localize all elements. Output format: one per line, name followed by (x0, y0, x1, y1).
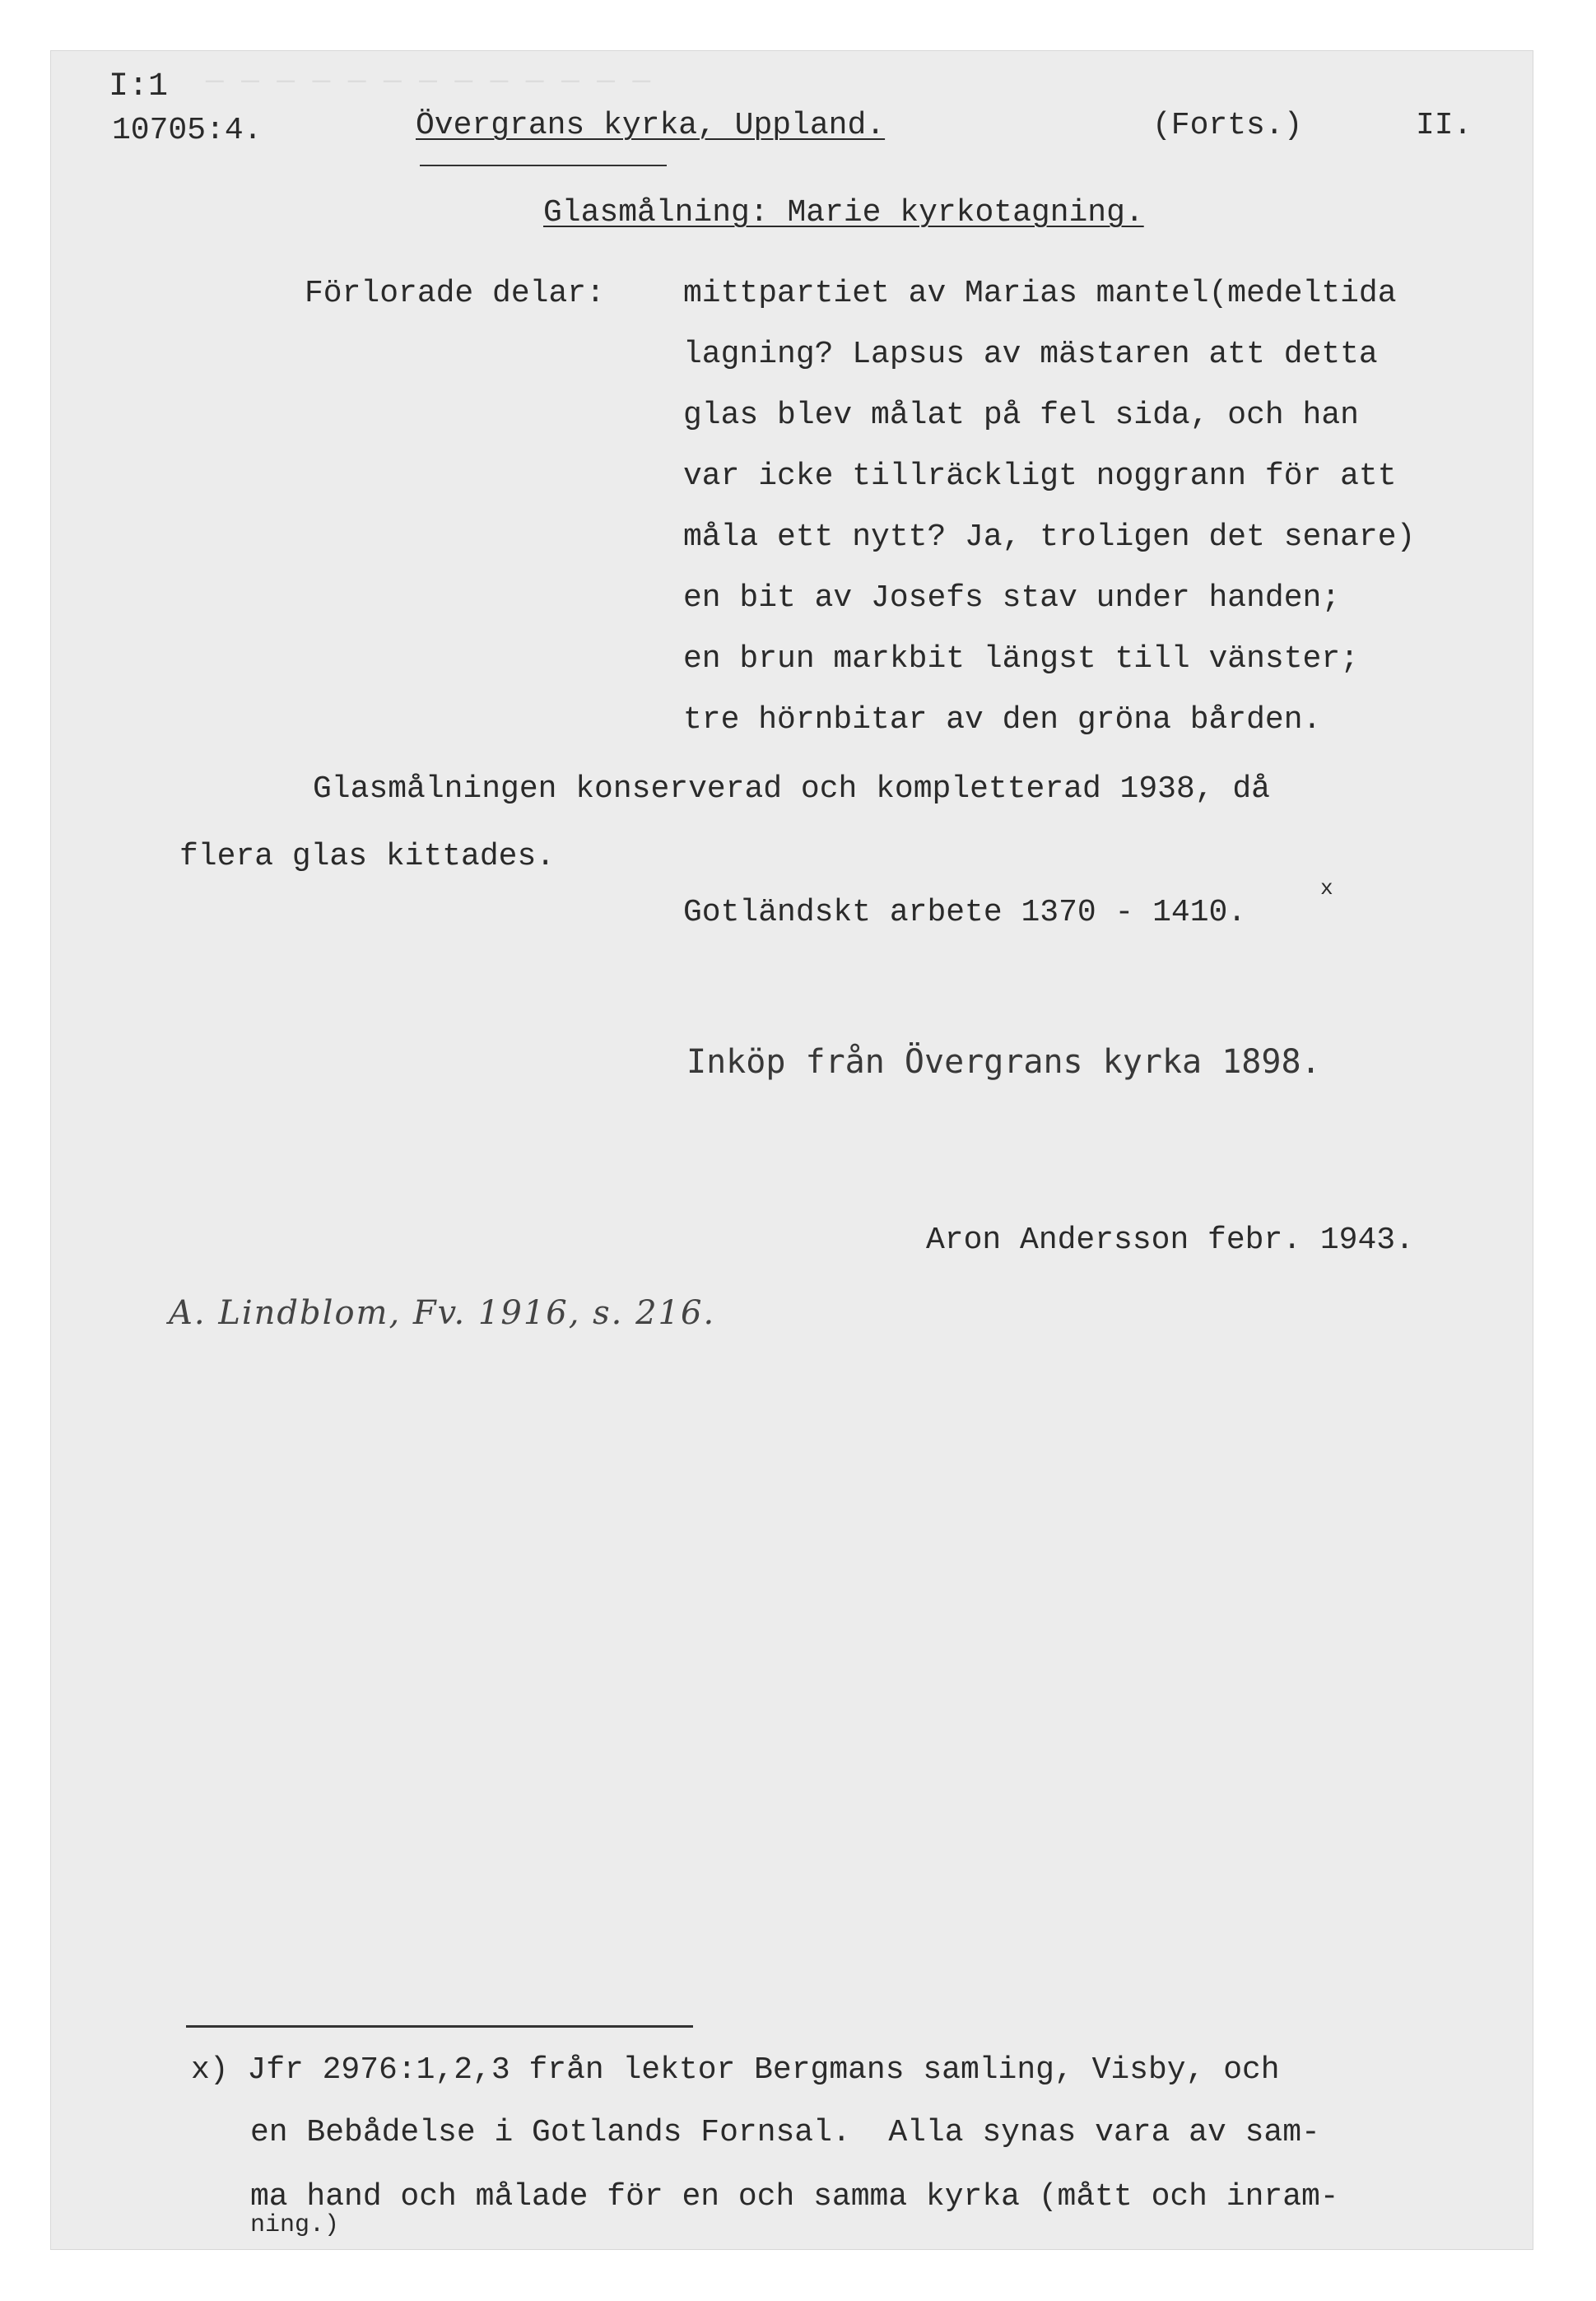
lost-parts-line: en brun markbit längst till vänster; (683, 641, 1359, 677)
footnote-marker: x (1320, 876, 1333, 901)
lost-parts-line: var icke tillräckligt noggrann för att (683, 459, 1397, 494)
bleed-through-text: — — — — — — — — — — — — — (206, 64, 651, 98)
footnote-line: ning.) (250, 2211, 340, 2239)
attribution-text: Gotländskt arbete 1370 - 1410. (683, 895, 1247, 930)
shelf-mark: I:1 (109, 68, 169, 105)
sheet-number: II. (1416, 108, 1473, 143)
lost-parts-line: en bit av Josefs stav under handen; (683, 580, 1341, 616)
inventory-number: 10705:4. (112, 113, 263, 148)
continuation-mark: (Forts.) (1152, 108, 1303, 143)
document-title: Glasmålning: Marie kyrkotagning. (543, 195, 1144, 231)
footnote-line: en Bebådelse i Gotlands Fornsal. Alla synas vara av sam- (250, 2115, 1320, 2150)
lost-parts-line: tre hörnbitar av den gröna bården. (683, 702, 1322, 738)
footnote-line: ma hand och målade för en och samma kyrka (mått och inram- (250, 2179, 1339, 2215)
lost-parts-line: glas blev målat på fel sida, och han (683, 398, 1359, 433)
conservation-text: Glasmålningen konserverad och kompletterad 1938, då (313, 771, 1270, 807)
lost-parts-line: lagning? Lapsus av mästaren att detta (683, 337, 1378, 372)
author-signature: Aron Andersson febr. 1943. (926, 1223, 1414, 1258)
footnote-line: x) Jfr 2976:1,2,3 från lektor Bergmans samling, Visby, och (191, 2052, 1280, 2088)
lost-parts-line: måla ett nytt? Ja, troligen det senare) (683, 519, 1416, 555)
header-underline-mark (420, 165, 667, 166)
footnote-rule (186, 2025, 693, 2028)
lost-parts-label: Förlorade delar: (305, 276, 605, 311)
catalog-card (51, 51, 1533, 2249)
lost-parts-line: mittpartiet av Marias mantel(medeltida (683, 276, 1397, 311)
conservation-text-cont: flera glas kittades. (179, 839, 556, 874)
handwritten-reference: A. Lindblom, Fv. 1916, s. 216. (169, 1294, 716, 1332)
acquisition-text: Inköp från Övergrans kyrka 1898. (686, 1043, 1321, 1081)
location-title: Övergrans kyrka, Uppland. (416, 108, 886, 143)
